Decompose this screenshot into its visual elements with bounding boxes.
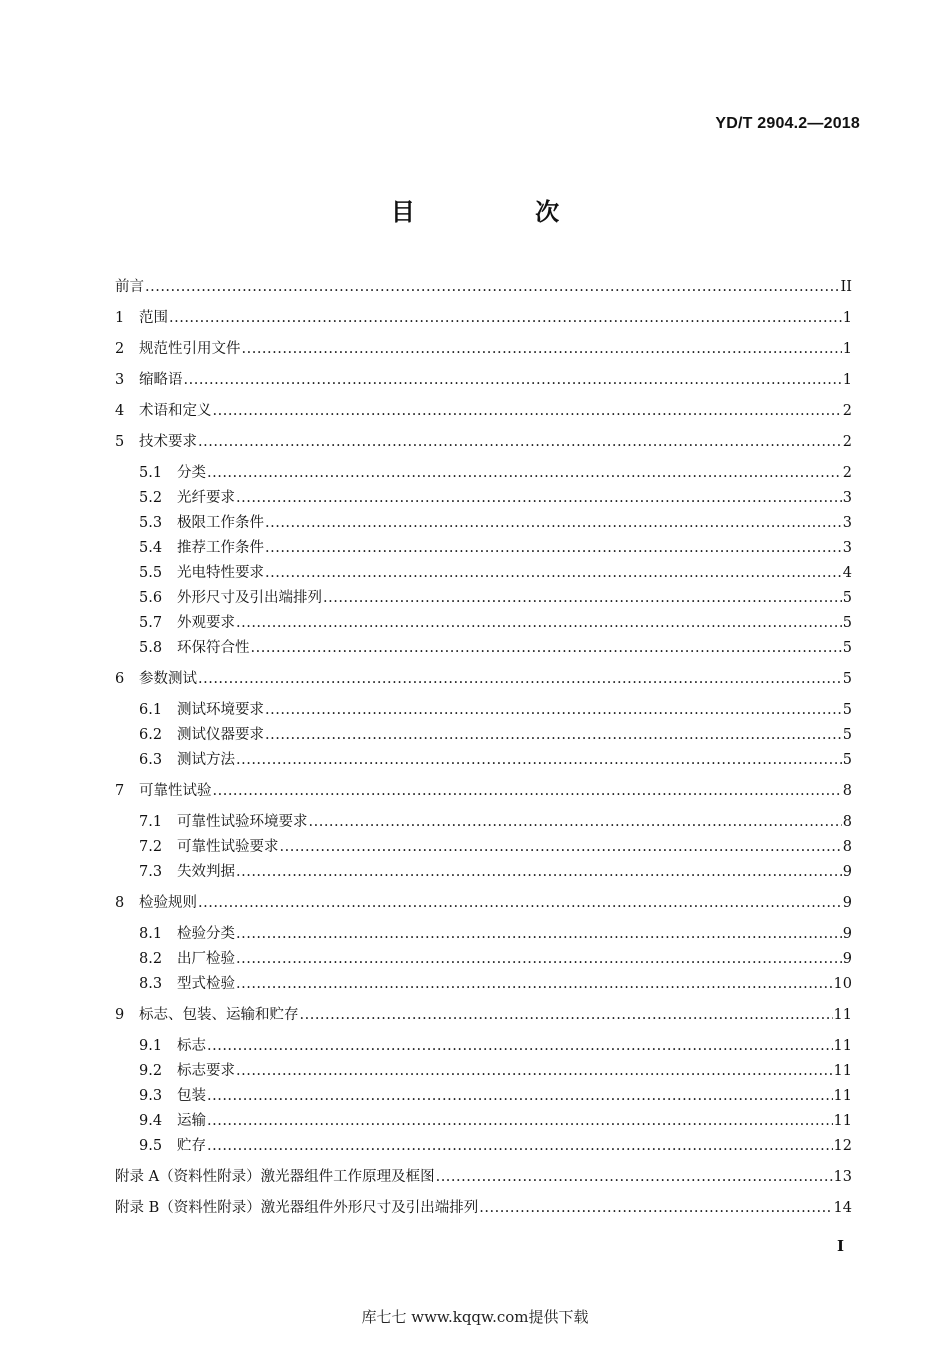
toc-leader-dots <box>236 947 842 972</box>
toc-entry[interactable] <box>115 888 852 919</box>
toc-leader-dots <box>265 561 842 586</box>
toc-leader-dots <box>236 611 842 636</box>
toc-leader-dots <box>207 1034 833 1059</box>
toc-entry[interactable] <box>115 272 852 303</box>
toc-entry-page: 2 <box>842 434 852 450</box>
toc-entry[interactable] <box>115 1000 852 1031</box>
toc-entry-page: 8 <box>842 814 852 830</box>
toc-entry-label: 缩略语 <box>139 372 183 388</box>
toc-entry-number: 8 <box>115 895 125 911</box>
toc-entry[interactable] <box>115 611 852 636</box>
toc-entry-number: 9.5 <box>139 1138 163 1154</box>
standard-code: YD/T 2904.2—2018 <box>715 115 860 132</box>
toc-entry-label: 失效判据 <box>177 864 235 880</box>
toc-entry-label: 光电特性要求 <box>177 565 264 581</box>
toc-entry-number: 4 <box>115 403 125 419</box>
toc-leader-dots <box>479 1193 832 1224</box>
toc-entry-label: 前言 <box>115 279 144 295</box>
toc-entry-page: 5 <box>842 727 852 743</box>
toc-entry-page: 5 <box>842 615 852 631</box>
toc-entry-number: 8.2 <box>139 951 163 967</box>
toc-entry-number: 5.2 <box>139 490 163 506</box>
toc-entry-label: 技术要求 <box>139 434 197 450</box>
toc-entry-label: 检验分类 <box>177 926 235 942</box>
toc-entry-page: II <box>840 279 852 295</box>
toc-entry[interactable] <box>115 511 852 536</box>
toc-entry[interactable] <box>115 561 852 586</box>
toc-entry-label: 可靠性试验要求 <box>177 839 279 855</box>
toc-entry-label: 外形尺寸及引出端排列 <box>177 590 322 606</box>
toc-entry[interactable] <box>115 664 852 695</box>
toc-entry-page: 11 <box>833 1088 852 1104</box>
toc-leader-dots <box>198 427 842 458</box>
toc-entry-number: 5.3 <box>139 515 163 531</box>
toc-entry-number: 7.3 <box>139 864 163 880</box>
toc-leader-dots <box>236 748 842 773</box>
toc-entry-page: 1 <box>842 372 852 388</box>
toc-entry-label: 测试方法 <box>177 752 235 768</box>
toc-leader-dots <box>309 810 842 835</box>
toc-entry-number: 9.3 <box>139 1088 163 1104</box>
toc-entry-label: 光纤要求 <box>177 490 235 506</box>
toc-leader-dots <box>213 396 842 427</box>
page-title: 目 次 <box>390 198 616 226</box>
toc-entry[interactable] <box>115 636 852 661</box>
page-number: I <box>836 1237 844 1255</box>
toc-entry-number: 9.4 <box>139 1113 163 1129</box>
toc-entry[interactable] <box>115 947 852 972</box>
toc-leader-dots <box>207 461 842 486</box>
toc-entry-page: 2 <box>842 403 852 419</box>
toc-entry-number: 1 <box>115 310 125 326</box>
toc-entry-number: 8.1 <box>139 926 163 942</box>
toc-entry-page: 12 <box>833 1138 852 1154</box>
toc-entry-label: 范围 <box>139 310 168 326</box>
toc-entry[interactable] <box>115 723 852 748</box>
toc-leader-dots <box>169 303 842 334</box>
toc-leader-dots <box>184 365 842 396</box>
toc-entry-number: 9 <box>115 1007 125 1023</box>
toc-entry-number: 7 <box>115 783 125 799</box>
toc-entry-page: 3 <box>842 540 852 556</box>
toc-entry-label: 包装 <box>177 1088 206 1104</box>
toc-entry[interactable] <box>115 1162 852 1193</box>
toc-entry-page: 13 <box>833 1169 852 1185</box>
toc-leader-dots <box>265 698 842 723</box>
toc-entry-page: 5 <box>842 590 852 606</box>
toc-entry-page: 5 <box>842 671 852 687</box>
toc-entry-label: 标志 <box>177 1038 206 1054</box>
toc-entry-page: 9 <box>842 895 852 911</box>
toc-entry-label: 参数测试 <box>139 671 197 687</box>
toc-entry-number: 5.1 <box>139 465 163 481</box>
toc-entry-label: 环保符合性 <box>177 640 250 656</box>
toc-entry[interactable] <box>115 536 852 561</box>
toc-leader-dots <box>213 776 842 807</box>
toc-entry-page: 3 <box>842 515 852 531</box>
toc-entry-number: 7.1 <box>139 814 163 830</box>
toc-leader-dots <box>207 1134 833 1159</box>
toc-entry-label: 极限工作条件 <box>177 515 264 531</box>
toc-leader-dots <box>236 486 842 511</box>
toc-leader-dots <box>236 922 842 947</box>
toc-leader-dots <box>207 1109 833 1134</box>
toc-entry-label: 型式检验 <box>177 976 235 992</box>
footer-watermark: 库七七 www.kqqw.com提供下载 <box>361 1308 589 1326</box>
toc-entry-label: 附录 B（资料性附录）激光器组件外形尺寸及引出端排列 <box>115 1200 479 1216</box>
toc-entry-label: 分类 <box>177 465 206 481</box>
toc-entry-label: 测试环境要求 <box>177 702 264 718</box>
toc-entry[interactable] <box>115 303 852 334</box>
toc-leader-dots <box>323 586 842 611</box>
toc-entry-number: 5.7 <box>139 615 163 631</box>
toc-entry-number: 6 <box>115 671 125 687</box>
toc-entry-label: 检验规则 <box>139 895 197 911</box>
toc-entry[interactable] <box>115 461 852 486</box>
toc-entry[interactable] <box>115 860 852 885</box>
toc-entry[interactable] <box>115 396 852 427</box>
toc-entry[interactable] <box>115 1134 852 1159</box>
toc-entry-number: 7.2 <box>139 839 163 855</box>
toc-entry[interactable] <box>115 1193 852 1224</box>
toc-entry-number: 5.6 <box>139 590 163 606</box>
toc-entry-label: 推荐工作条件 <box>177 540 264 556</box>
table-of-contents <box>115 272 852 1224</box>
toc-entry[interactable] <box>115 1084 852 1109</box>
toc-entry[interactable] <box>115 810 852 835</box>
toc-entry-page: 9 <box>842 951 852 967</box>
toc-entry-page: 1 <box>842 310 852 326</box>
toc-entry-page: 11 <box>833 1007 852 1023</box>
toc-entry-page: 9 <box>842 864 852 880</box>
toc-leader-dots <box>251 636 842 661</box>
toc-entry-number: 5.4 <box>139 540 163 556</box>
toc-entry-label: 外观要求 <box>177 615 235 631</box>
toc-leader-dots <box>236 860 842 885</box>
toc-leader-dots <box>145 272 840 303</box>
toc-entry[interactable] <box>115 776 852 807</box>
toc-entry-page: 9 <box>842 926 852 942</box>
toc-entry[interactable] <box>115 748 852 773</box>
toc-leader-dots <box>198 664 842 695</box>
toc-entry-number: 3 <box>115 372 125 388</box>
toc-entry[interactable] <box>115 1109 852 1134</box>
toc-entry-page: 11 <box>833 1113 852 1129</box>
toc-entry-page: 14 <box>833 1200 852 1216</box>
toc-entry-label: 可靠性试验环境要求 <box>177 814 308 830</box>
toc-entry-number: 2 <box>115 341 125 357</box>
toc-entry[interactable] <box>115 1059 852 1084</box>
toc-entry-number: 6.2 <box>139 727 163 743</box>
toc-entry[interactable] <box>115 334 852 365</box>
toc-leader-dots <box>236 1059 833 1084</box>
toc-entry-number: 5.5 <box>139 565 163 581</box>
toc-entry-page: 8 <box>842 839 852 855</box>
toc-entry-page: 1 <box>842 341 852 357</box>
toc-entry-number: 5.8 <box>139 640 163 656</box>
toc-entry-page: 11 <box>833 1038 852 1054</box>
toc-leader-dots <box>280 835 842 860</box>
toc-entry-label: 术语和定义 <box>139 403 212 419</box>
toc-entry[interactable] <box>115 427 852 458</box>
toc-entry[interactable] <box>115 698 852 723</box>
toc-entry[interactable] <box>115 972 852 997</box>
toc-entry-label: 标志、包装、运输和贮存 <box>139 1007 299 1023</box>
toc-entry[interactable] <box>115 365 852 396</box>
toc-entry-label: 可靠性试验 <box>139 783 212 799</box>
toc-entry-label: 规范性引用文件 <box>139 341 241 357</box>
toc-leader-dots <box>300 1000 833 1031</box>
toc-entry-label: 标志要求 <box>177 1063 235 1079</box>
toc-entry[interactable] <box>115 486 852 511</box>
toc-entry-number: 9.1 <box>139 1038 163 1054</box>
toc-entry[interactable] <box>115 1034 852 1059</box>
toc-leader-dots <box>436 1162 833 1193</box>
toc-leader-dots <box>198 888 842 919</box>
toc-entry-number: 6.3 <box>139 752 163 768</box>
toc-entry-label: 贮存 <box>177 1138 206 1154</box>
toc-entry-number: 8.3 <box>139 976 163 992</box>
toc-entry-page: 5 <box>842 752 852 768</box>
toc-entry-number: 9.2 <box>139 1063 163 1079</box>
toc-entry-label: 运输 <box>177 1113 206 1129</box>
toc-leader-dots <box>265 723 842 748</box>
toc-entry[interactable] <box>115 835 852 860</box>
toc-entry-page: 4 <box>842 565 852 581</box>
toc-entry-page: 5 <box>842 640 852 656</box>
toc-entry-label: 附录 A（资料性附录）激光器组件工作原理及框图 <box>115 1169 435 1185</box>
toc-leader-dots <box>207 1084 833 1109</box>
toc-entry-page: 10 <box>833 976 852 992</box>
toc-entry-page: 11 <box>833 1063 852 1079</box>
toc-leader-dots <box>265 511 842 536</box>
toc-entry[interactable] <box>115 586 852 611</box>
toc-entry[interactable] <box>115 922 852 947</box>
toc-leader-dots <box>236 972 833 997</box>
toc-entry-label: 测试仪器要求 <box>177 727 264 743</box>
toc-entry-label: 出厂检验 <box>177 951 235 967</box>
toc-leader-dots <box>242 334 842 365</box>
toc-entry-number: 6.1 <box>139 702 163 718</box>
toc-entry-number: 5 <box>115 434 125 450</box>
toc-leader-dots <box>265 536 842 561</box>
toc-entry-page: 2 <box>842 465 852 481</box>
toc-entry-page: 3 <box>842 490 852 506</box>
toc-entry-page: 8 <box>842 783 852 799</box>
toc-entry-page: 5 <box>842 702 852 718</box>
